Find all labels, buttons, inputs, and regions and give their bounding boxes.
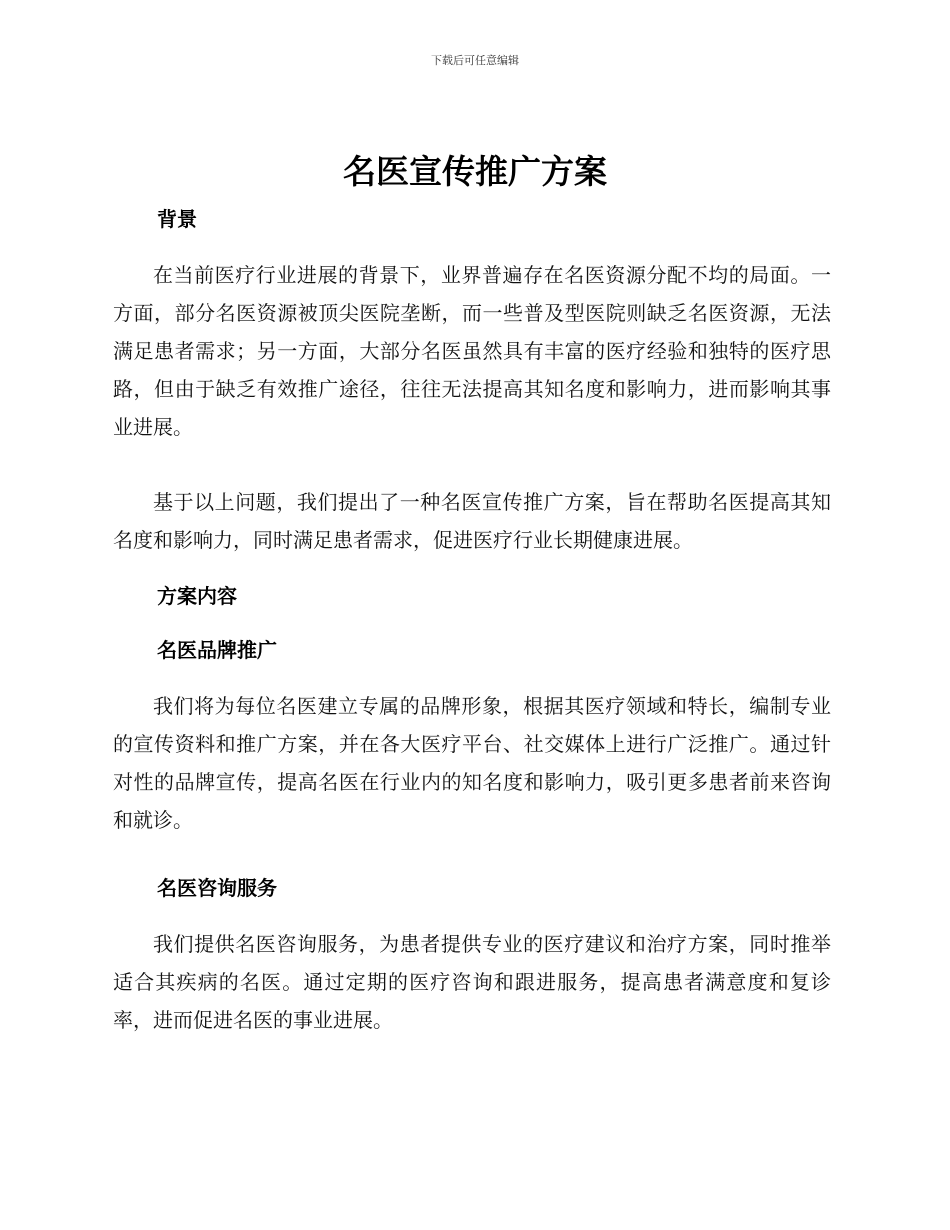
section-heading-plan: 方案内容 <box>157 584 237 608</box>
section-heading-consultation: 名医咨询服务 <box>157 876 277 900</box>
section-heading-brand-promotion: 名医品牌推广 <box>157 638 277 662</box>
paragraph-consultation: 我们提供名医咨询服务，为患者提供专业的医疗建议和治疗方案，同时推举适合其疾病的名医。通过定期的医疗咨询和跟进服务，提高患者满意度和复诊率，进而促进名医的事业进展。 <box>113 932 831 1032</box>
section-heading-background: 背景 <box>157 207 197 231</box>
paragraph-brand-promotion: 我们将为每位名医建立专属的品牌形象，根据其医疗领域和特长，编制专业的宣传资料和推广方案，并在各大医疗平台、社交媒体上进行广泛推广。通过针对性的品牌宣传，提高名医在行业内的知名度和影响力，吸引更多患者前来咨询和就诊。 <box>113 694 831 832</box>
paragraph-background-2: 基于以上问题，我们提出了一种名医宣传推广方案，旨在帮助名医提高其知名度和影响力，同时满足患者需求，促进医疗行业长期健康进展。 <box>113 490 831 552</box>
paragraph-background-1: 在当前医疗行业进展的背景下，业界普遍存在名医资源分配不均的局面。一方面，部分名医资源被顶尖医院垄断，而一些普及型医院则缺乏名医资源，无法满足患者需求；另一方面，大部分名医虽然具有丰富的医疗经验和独特的医疗思路，但由于缺乏有效推广途径，往往无法提高其知名度和影响力，进而影响其事业进展。 <box>113 263 831 439</box>
header-note: 下载后可任意编辑 <box>431 54 519 67</box>
document-title: 名医宣传推广方案 <box>343 152 607 191</box>
